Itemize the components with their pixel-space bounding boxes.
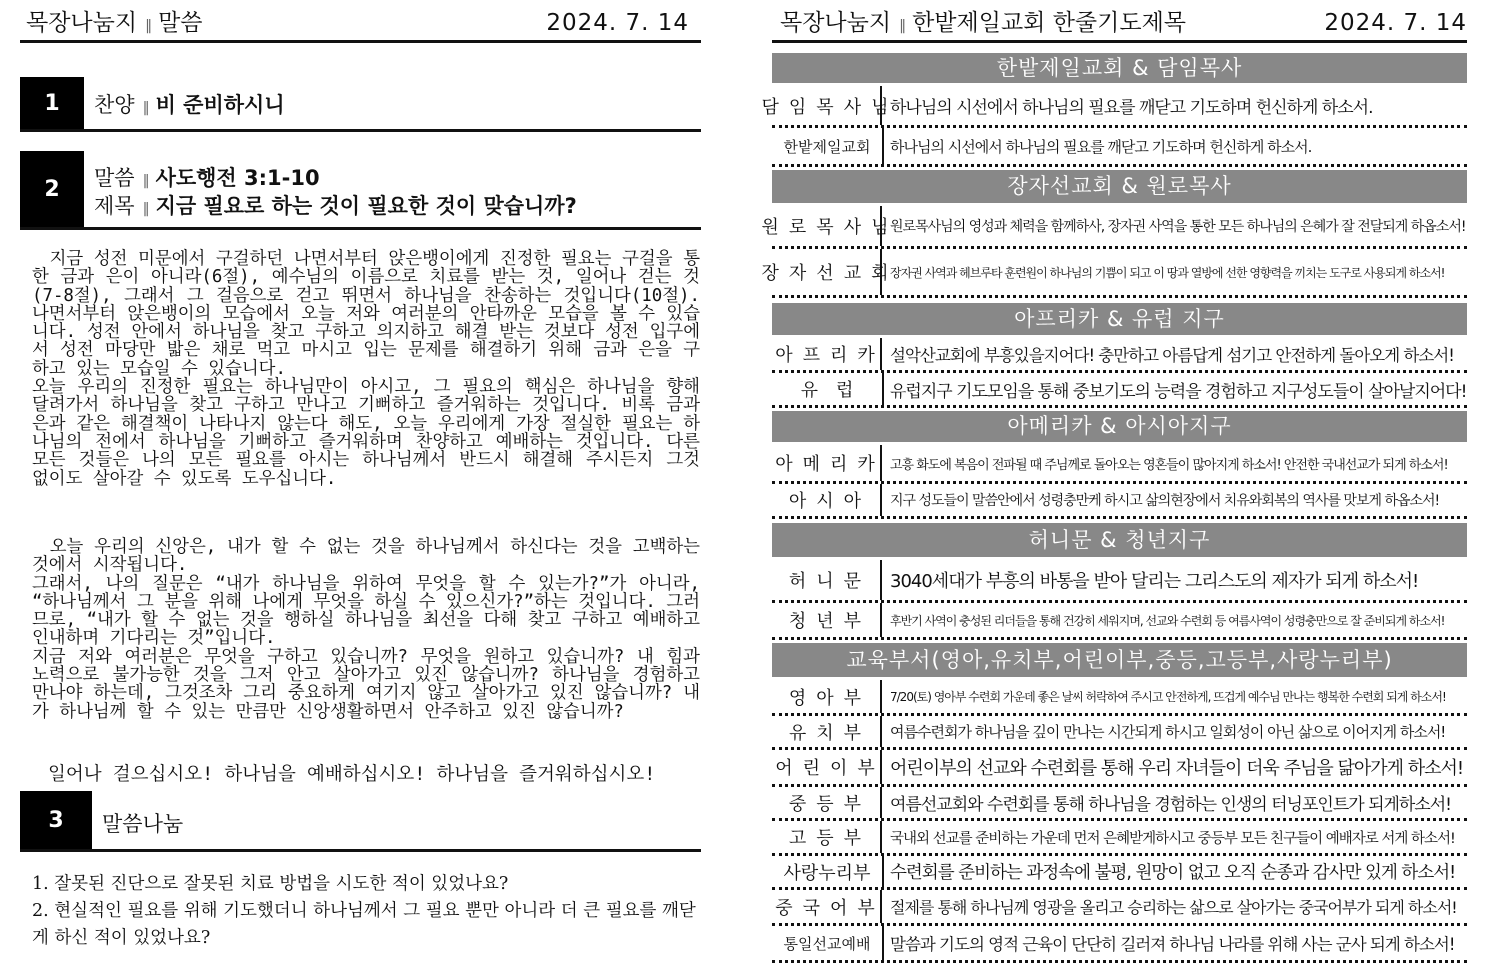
section-separator: ‖ xyxy=(142,100,148,116)
prayer-group-banner: 허니문 & 청년지구 xyxy=(772,523,1467,557)
prayer-row-label: 아시아 xyxy=(772,484,882,516)
scripture-line xyxy=(94,162,320,192)
prayer-row-label: 고등부 xyxy=(772,821,882,853)
prayer-row-text: 절제를 통해 하나님께 영광을 올리고 승리하는 삶으로 살아가는 중국어부가 되게 하소서! xyxy=(890,898,1457,917)
section-2 xyxy=(20,151,701,230)
section-1-line xyxy=(94,89,285,119)
prayer-group-banner: 아메리카 & 아시아지구 xyxy=(772,411,1467,442)
prayer-row-label: 장자선교회 xyxy=(772,249,882,295)
prayer-row-label: 허니문 xyxy=(772,560,882,600)
header-title: 목장나눔지 xyxy=(26,10,138,36)
prayer-row xyxy=(761,86,1467,128)
header-date: 2024. 7. 14 xyxy=(1324,10,1467,36)
prayer-row-label: 영아부 xyxy=(772,680,882,713)
hymn-title: 비 준비하시니 xyxy=(155,93,285,117)
sermon-paragraph: 오늘 우리의 진정한 필요는 하나님만이 아시고, 그 필요의 핵심은 하나님을 향해 달려가서 하나님을 찾고 구하고 만나고 기뻐하고 즐거워하는 것입니다. 비록 금과 은과 같은 해결책이 나타나지 않는다 해도, 오늘 우리에게 가장 절실한 필요는 하나님의 전에서 하나님을 기뻐하고 즐거워하며 찬양하고 예배하는 것입니다. 다른 모든 것들은 나의 모든 필요를 아시는 하나님께서 반드시 해결해 주시든지 그것 없이도 살아갈 수 있도록 도우십니다. xyxy=(32,377,700,489)
sermon-paragraph: 지금 저와 여러분은 무엇을 구하고 있습니까? 무엇을 원하고 있습니까? 내 힘과 노력으로 불가능한 것을 그저 안고 살아가고 있진 않습니까? 하나님을 경험하고 만나야 하는데, 그것조차 그리 중요하게 여기지 않고 살아가고 있진 않습니까? 내가 하나님께 할 수 있는 만큼만 신앙생활하면서 안주하고 있진 않습니까? xyxy=(32,646,700,722)
prayer-row-text: 하나님의 시선에서 하나님의 필요를 깨닫고 기도하며 헌신하게 하소서. xyxy=(890,137,1312,156)
section-separator: ‖ xyxy=(142,201,148,217)
prayer-row xyxy=(772,484,1467,519)
right-header-title xyxy=(780,6,1186,43)
scripture-reference: 사도행전 3:1-10 xyxy=(155,166,320,190)
prayer-row-text: 장자권 사역과 헤브루타 훈련원이 하나님의 기쁨이 되고 이 땅과 열방에 선한 영향력을 끼치는 도구로 사용되게 하소서! xyxy=(890,265,1445,280)
sermon-paragraph: 오늘 우리의 신앙은, 내가 할 수 없는 것을 하나님께서 하신다는 것을 고백하는 것에서 시작됩니다. xyxy=(32,537,700,576)
prayer-row-text: 7/20(토) 영아부 수련회 가운데 좋은 날씨 허락하여 주시고 안전하게, 뜨겁게 예수님 만나는 행복한 수련회 되게 하소서! xyxy=(890,690,1446,704)
sermon-title-line xyxy=(94,190,577,220)
discussion-questions xyxy=(32,871,700,952)
section-number: 3 xyxy=(20,791,92,849)
prayer-row-label: 아메리카 xyxy=(772,445,882,481)
prayer-row-label: 청년부 xyxy=(772,603,882,637)
prayer-group-banner: 교육부서(영아,유치부,어린이부,중등,고등부,사랑누리부) xyxy=(772,643,1467,677)
header-title: 목장나눔지 xyxy=(780,10,892,36)
sermon-body-2 xyxy=(32,538,700,721)
right-page xyxy=(761,0,1467,977)
prayer-row xyxy=(772,750,1467,787)
prayer-row-label: 사랑누리부 xyxy=(772,856,884,887)
left-page xyxy=(20,0,701,977)
prayer-row-label: 유치부 xyxy=(772,716,882,747)
prayer-row-label: 통일선교예배 xyxy=(772,926,884,960)
prayer-row-text: 수련회를 준비하는 과정속에 불평, 원망이 없고 오직 순종과 감사만 있게 하소서! xyxy=(890,863,1456,883)
prayer-row xyxy=(772,890,1467,926)
prayer-row-text: 말씀과 기도의 영적 근육이 단단히 길러져 하나님 나라를 위해 사는 군사 되게 하소서! xyxy=(890,935,1455,954)
sermon-paragraph: 지금 성전 미문에서 구걸하던 나면서부터 앉은뱅이에게 진정한 필요는 구걸을 통한 금과 은이 아니라(6절), 예수님의 이름으로 치료를 받는 것, 일어나 걷는 것(7-8절), 그래서 그 걸음으로 걷고 뛰면서 하나님을 찬송하는 것입니다(10절). 나면서부터 앉은뱅이의 모습에서 오늘 저와 여러분의 안타까운 모습을 볼 수 있습니다. 성전 안에서 하나님을 찾고 구하고 의지하고 해결 받는 것보다 성전 입구에서 성전 마당만 밟은 채로 먹고 마시고 입는 문제를 해결하기 위해 금과 은을 구하고 있는 모습일 수 있습니다. xyxy=(32,249,700,379)
sermon-body xyxy=(32,250,700,488)
prayer-group-banner: 장자선교회 & 원로목사 xyxy=(772,170,1467,203)
prayer-group-banner: 아프리카 & 유럽 지구 xyxy=(772,303,1467,335)
left-header-title xyxy=(26,6,203,43)
prayer-row xyxy=(761,206,1467,249)
prayer-group-banner: 한밭제일교회 & 담임목사 xyxy=(772,53,1467,83)
prayer-row xyxy=(772,603,1467,640)
prayer-row-text: 원로목사님의 영성과 체력을 함께하사, 장자권 사역을 통한 모든 하나님의 은혜가 잘 전달되게 하옵소서! xyxy=(890,219,1466,235)
sermon-closing: 일어나 걸으십시오! 하나님을 예배하십시오! 하나님을 즐거워하십시오! xyxy=(48,764,656,785)
prayer-row-label: 유 럽 xyxy=(772,373,884,405)
prayer-row-text: 어린이부의 선교와 수련회를 통해 우리 자녀들이 더욱 주님을 닮아가게 하소서! xyxy=(890,758,1464,779)
prayer-row xyxy=(772,338,1467,373)
question-item: 2. 현실적인 필요를 위해 기도했더니 하나님께서 그 필요 뿐만 아니라 더 큰 필요를 깨닫게 하신 적이 있었나요? xyxy=(32,901,696,948)
section-3 xyxy=(20,791,701,852)
prayer-row xyxy=(772,716,1467,750)
prayer-row xyxy=(772,560,1467,603)
prayer-row-label: 원로목사님 xyxy=(772,206,882,246)
header-subtitle: 말씀 xyxy=(158,10,203,36)
prayer-row-text: 여름선교회와 수련회를 통해 하나님을 경험하는 인생의 터닝포인트가 되게하소서! xyxy=(890,795,1451,815)
prayer-row xyxy=(772,128,1467,167)
section-separator: ‖ xyxy=(142,173,148,189)
right-header xyxy=(772,6,1467,43)
prayer-row xyxy=(772,856,1467,890)
sermon-title: 지금 필요로 하는 것이 필요한 것이 맞습니까? xyxy=(155,194,577,218)
prayer-row-text: 고흥 화도에 복음이 전파될 때 주님께로 돌아오는 영혼들이 많아지게 하소서! 안전한 국내선교가 되게 하소서! xyxy=(890,457,1448,473)
prayer-row xyxy=(772,787,1467,821)
section-1 xyxy=(20,77,701,132)
prayer-row-text: 국내외 선교를 준비하는 가운데 먼저 은혜받게하시고 중등부 모든 친구들이 예배자로 서게 하소서! xyxy=(890,830,1455,847)
prayer-row-label: 한밭제일교회 xyxy=(772,128,884,164)
section-label: 찬양 xyxy=(94,93,135,117)
header-subtitle: 한밭제일교회 한줄기도제목 xyxy=(912,10,1187,36)
prayer-row-label: 어린이부 xyxy=(772,750,882,784)
scripture-label: 말씀 xyxy=(94,166,135,190)
header-separator: ‖ xyxy=(145,18,151,34)
prayer-row xyxy=(772,373,1467,408)
header-separator: ‖ xyxy=(899,18,905,34)
prayer-row-label: 아프리카 xyxy=(772,338,882,370)
prayer-row xyxy=(761,249,1467,298)
prayer-row-text: 하나님의 시선에서 하나님의 필요를 깨닫고 기도하며 헌신하게 하소서. xyxy=(890,98,1373,118)
prayer-row-label: 담임목사님 xyxy=(772,86,882,125)
prayer-row xyxy=(772,445,1467,484)
prayer-row-text: 설악산교회에 부흥있을지어다! 충만하고 아름답게 섬기고 안전하게 돌아오게 하소서! xyxy=(890,346,1454,365)
left-header xyxy=(20,6,701,43)
sermon-paragraph: 그래서, 나의 질문은 “내가 하나님을 위하여 무엇을 할 수 있는가?”가 아니라, “하나님께서 그 분을 위해 나에게 무엇을 하실 수 있으신가?”하는 것입니다. 그러므로, “내가 할 수 없는 것을 행하실 하나님을 최선을 다해 찾고 구하고 예배하고 인내하며 기다리는 것”입니다. xyxy=(32,573,701,649)
section-number: 1 xyxy=(20,77,84,129)
prayer-row xyxy=(772,926,1467,963)
sharing-label: 말씀나눔 xyxy=(102,812,184,836)
prayer-row-label: 중등부 xyxy=(772,787,882,818)
prayer-row-text: 3040세대가 부흥의 바통을 받아 달리는 그리스도의 제자가 되게 하소서! xyxy=(890,571,1419,592)
header-date: 2024. 7. 14 xyxy=(546,10,689,36)
prayer-row-text: 여름수련회가 하나님을 깊이 만나는 시간되게 하시고 일회성이 아닌 삶으로 이어지게 하소서! xyxy=(890,723,1446,741)
prayer-row-text: 지구 성도들이 말씀안에서 성령충만케 하시고 삶의현장에서 치유와회복의 역사를 맛보게 하옵소서! xyxy=(890,493,1440,509)
prayer-row xyxy=(772,680,1467,716)
prayer-row-label: 중국어부 xyxy=(772,890,882,923)
prayer-row-text: 후반기 사역이 충성된 리더들을 통해 건강히 세워지며, 선교와 수련회 등 여름사역이 성령충만으로 잘 준비되게 하소서! xyxy=(890,613,1445,628)
sermon-title-label: 제목 xyxy=(94,194,135,218)
prayer-row-text: 유럽지구 기도모임을 통해 중보기도의 능력을 경험하고 지구성도들이 살아날지어다! xyxy=(890,381,1467,402)
section-number: 2 xyxy=(20,151,84,227)
prayer-row xyxy=(772,821,1467,856)
question-item: 1. 잘못된 진단으로 잘못된 치료 방법을 시도한 적이 있었나요? xyxy=(32,874,509,894)
